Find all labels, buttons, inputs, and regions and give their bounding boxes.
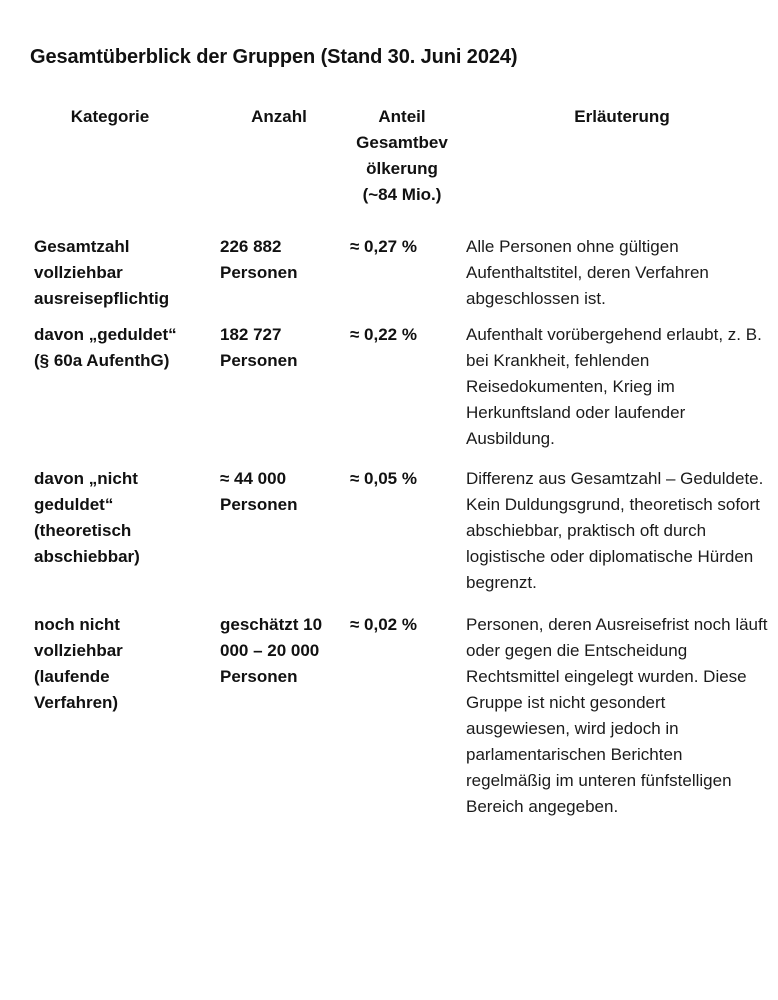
row-share: ≈ 0,02 % — [350, 615, 417, 634]
row-count: 226 882 Personen — [220, 237, 298, 282]
row-explanation: Aufenthalt vorübergehend erlaubt, z. B. bei Krankheit, fehlenden Reisedokumenten, Krieg im Herkunftsland oder laufender Ausbildung. — [466, 325, 762, 448]
row-explanation: Personen, deren Ausreisefrist noch läuft oder gegen die Entscheidung Rechtsmittel eingelegt wurden. Diese Gruppe ist nicht gesondert ausgewiesen, wird jedoch in parlamentarischen Berichten regelmäßig im unteren fünfstelligen Bereich angegeben. — [466, 615, 768, 816]
row-explanation: Differenz aus Gesamtzahl – Geduldete. Kein Duldungsgrund, theoretisch sofort abschiebbar, praktisch oft durch logistische oder diplomatische Hürden begrenzt. — [466, 469, 764, 592]
column-header-anteil-line-2: Gesamtbev — [356, 133, 448, 152]
row-share: ≈ 0,05 % — [350, 469, 417, 488]
row-category: davon „geduldet“ (§ 60a AufenthG) — [34, 325, 177, 370]
groups-overview-table — [0, 104, 778, 820]
table-row — [0, 466, 778, 596]
column-header-anteil — [338, 104, 466, 208]
page-title: Gesamtüberblick der Gruppen (Stand 30. Juni 2024) — [30, 46, 518, 68]
row-category: davon „nicht geduldet“ (theoretisch abschiebbar) — [34, 469, 140, 566]
row-count: geschätzt 10 000 – 20 000 Personen — [220, 615, 323, 686]
column-header-anteil-line-3: ölkerung — [366, 159, 438, 178]
table-header-row — [0, 104, 778, 208]
row-share: ≈ 0,22 % — [350, 325, 417, 344]
row-count: 182 727 Personen — [220, 325, 298, 370]
row-category: Gesamtzahl vollziehbar ausreisepflichtig — [34, 237, 170, 308]
table-row — [0, 612, 778, 820]
row-explanation: Alle Personen ohne gültigen Aufenthaltstitel, deren Verfahren abgeschlossen ist. — [466, 237, 709, 308]
column-header-anzahl: Anzahl — [251, 107, 307, 126]
row-count: ≈ 44 000 Personen — [220, 469, 298, 514]
column-header-anteil-line-1: Anteil — [378, 107, 426, 126]
column-header-erlaeuterung: Erläuterung — [574, 107, 670, 126]
table-row — [0, 322, 778, 452]
row-share: ≈ 0,27 % — [350, 237, 417, 256]
row-category: noch nicht vollziehbar (laufende Verfahren) — [34, 615, 123, 712]
column-header-kategorie: Kategorie — [70, 107, 150, 126]
column-header-anteil-line-4: (~84 Mio.) — [362, 185, 442, 204]
table-row — [0, 234, 778, 312]
